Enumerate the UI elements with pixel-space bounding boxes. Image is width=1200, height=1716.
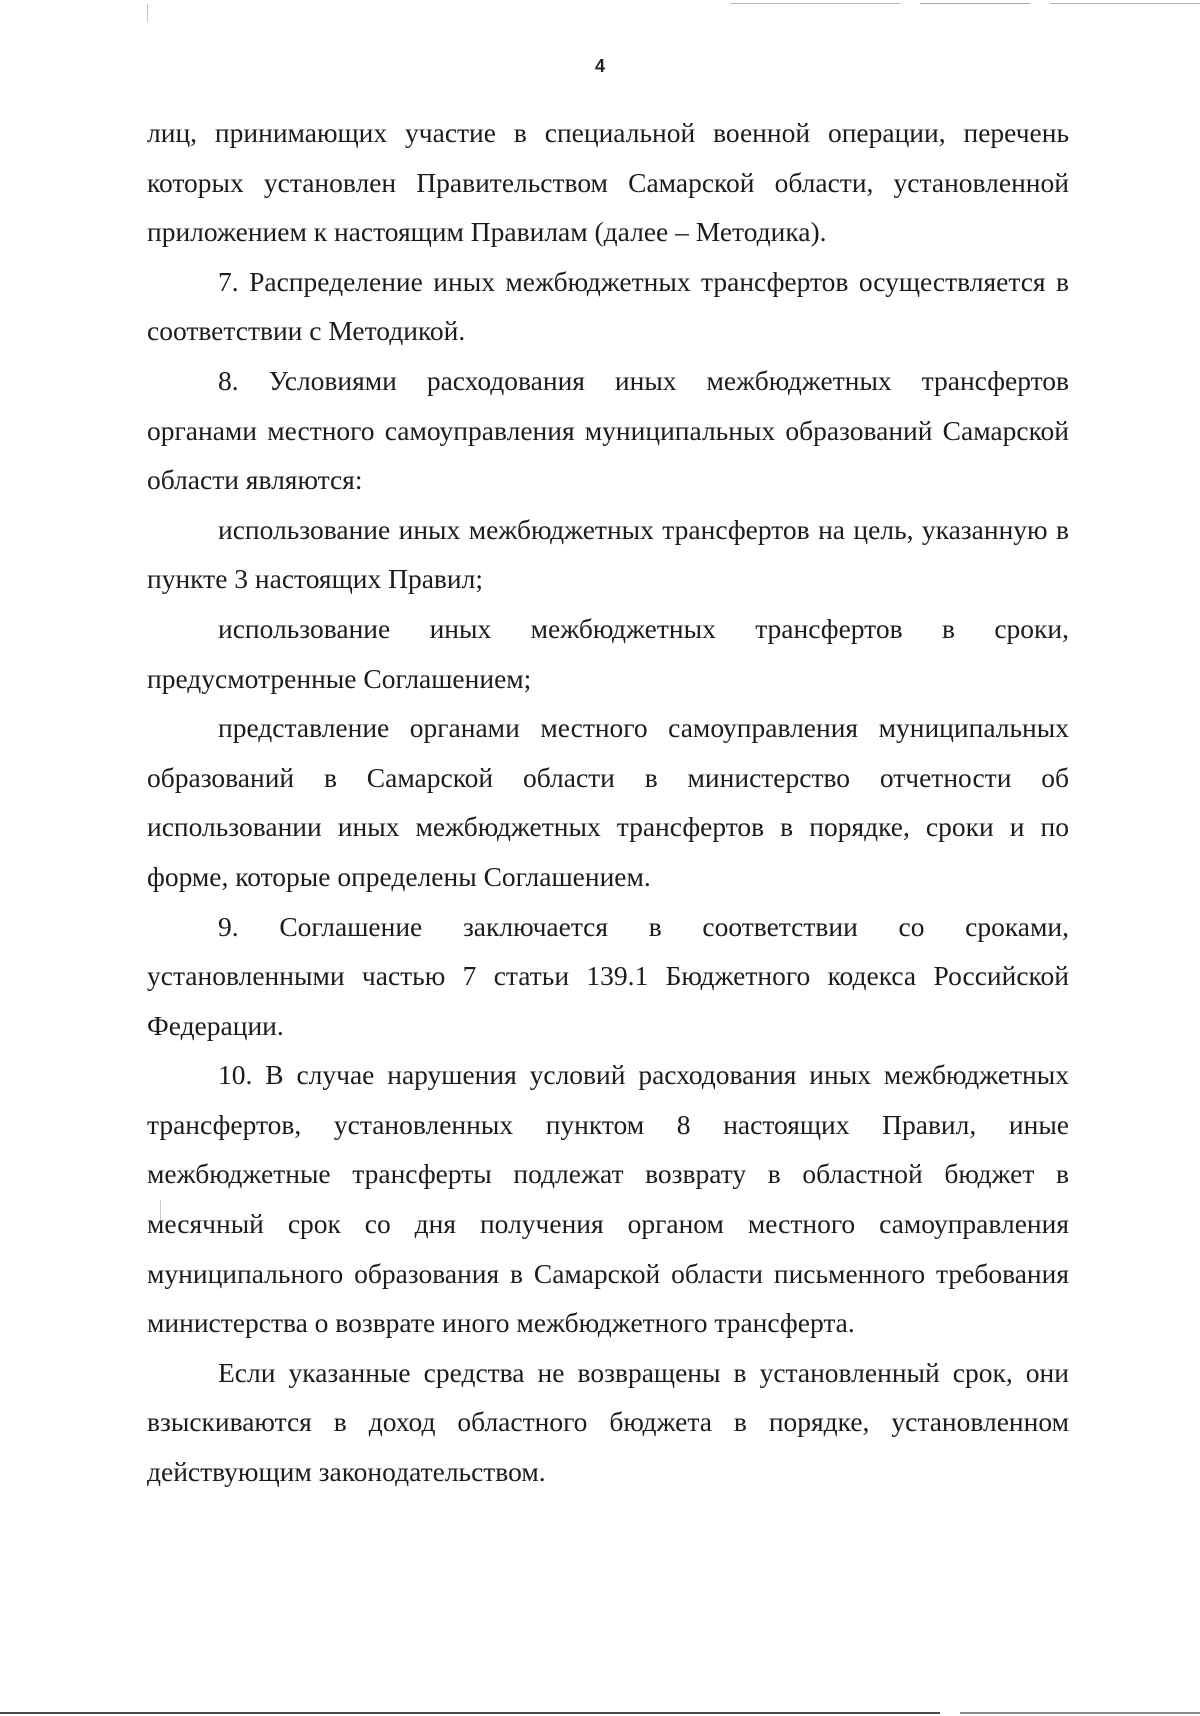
scan-artifact-line (730, 3, 900, 4)
scan-artifact-line (1050, 3, 1200, 4)
scan-artifact-line (920, 3, 1030, 4)
paragraph-condition-deadline: использование иных межбюджетных трансфертов в сроки, предусмотренные Соглашением; (147, 612, 1069, 694)
paragraph-clause-7: 7. Распределение иных межбюджетных трансфертов осуществляется в соответствии с Методикой. (147, 265, 1069, 347)
paragraph-condition-reporting: представление органами местного самоуправления муниципальных образований в Самарской области в министерство отчетности об использовании иных межбюджетных трансфертов в порядке, сроки и по форме, которые определены Соглашением. (147, 712, 1069, 892)
paragraph-clause-10: 10. В случае нарушения условий расходования иных межбюджетных трансфертов, установленных пунктом 8 настоящих Правил, иные межбюджетные трансферты подлежат возврату в областной бюджет в месячный срок со дня получения органом местного самоуправления муниципального образования в Самарской области письменного требования министерства о возврате иного межбюджетного трансферта. (147, 1059, 1069, 1339)
paragraph-recovery: Если указанные средства не возвращены в установленный срок, они взыскиваются в доход областного бюджета в порядке, установленном действующим законодательством. (147, 1356, 1069, 1488)
paragraph-clause-9: 9. Соглашение заключается в соответствии со сроками, установленными частью 7 статьи 139.1 Бюджетного кодекса Российской Федерации. (147, 910, 1069, 1041)
paragraph-continuation: лиц, принимающих участие в специальной военной операции, перечень которых установлен Правительством Самарской области, установленной приложением к настоящим Правилам (далее – Методика). (147, 117, 1069, 248)
document-body (147, 108, 1069, 1497)
paragraph-condition-purpose: использование иных межбюджетных трансфертов на цель, указанную в пункте 3 настоящих Правил; (147, 513, 1069, 595)
paragraph-clause-8: 8. Условиями расходования иных межбюджетных трансфертов органами местного самоуправления муниципальных образований Самарской области являются: (147, 364, 1069, 496)
scan-artifact-tick (147, 4, 148, 22)
page-number: 4 (594, 56, 605, 76)
scan-artifact-bottom-edge (0, 1712, 940, 1714)
scan-artifact-bottom-edge (960, 1712, 1200, 1714)
